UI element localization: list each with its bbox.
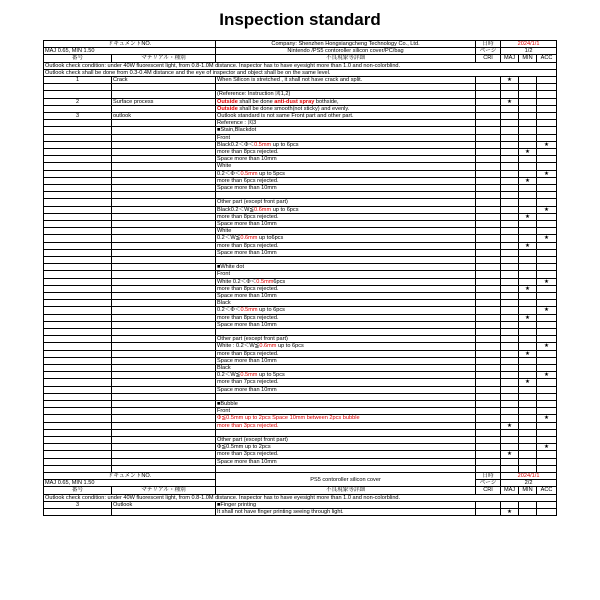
item-detail: Other part (except front part) [216, 437, 476, 444]
item-detail: Other part (except front part) [216, 199, 476, 206]
item-detail: Other part (except front part) [216, 336, 476, 343]
table-row [44, 350, 557, 357]
condition-row [44, 69, 557, 76]
item-detail: Black [216, 300, 476, 307]
item-detail: more than 7pcs rejected. [216, 379, 476, 386]
item-number: 2 [44, 98, 112, 105]
table-row [44, 206, 557, 213]
table-row [44, 113, 557, 120]
condition-text: Outlook check condition: under 40W fluorescent light, from 0.8-1.0M distance. Inspector has to have eyesight more than 1.0 and non-colorblind. [44, 494, 557, 501]
item-detail: more than 3pcs rejected. [216, 422, 476, 429]
table-row [44, 98, 557, 105]
detail-text: 0.2＜W≦ [217, 372, 241, 379]
col-acc: ACC [537, 55, 557, 62]
item-detail: Reference : 図3 [216, 120, 476, 127]
col-min: MIN [519, 487, 537, 494]
item-detail [216, 98, 476, 105]
table-row [44, 429, 557, 436]
detail-text: up to 6pcs [257, 307, 285, 314]
item-detail: Front [216, 134, 476, 141]
item-detail [216, 235, 476, 242]
table-row [44, 127, 557, 134]
col-acc: ACC [537, 487, 557, 494]
table-row [44, 249, 557, 256]
item-detail: more than 6pcs rejected. [216, 177, 476, 184]
item-detail: Space more than 10mm [216, 357, 476, 364]
min-star: ★ [519, 314, 537, 321]
table-row [44, 307, 557, 314]
doc-no-label: ドキュメントNO. [44, 41, 216, 48]
table-row [44, 213, 557, 220]
table-row [44, 199, 557, 206]
acc-star: ★ [537, 170, 557, 177]
table-row [44, 105, 557, 112]
detail-text: shall be done [237, 98, 275, 105]
table-row [44, 365, 557, 372]
item-number: 3 [44, 501, 112, 508]
table-row [44, 293, 557, 300]
red-text: anti-dust spray [274, 98, 315, 105]
header-row-1 [44, 473, 557, 480]
detail-text: White 0.2＜Φ＜ [217, 278, 257, 285]
table-row [44, 386, 557, 393]
page-label: ページ [476, 48, 501, 55]
maj-star: ★ [501, 422, 519, 429]
table-row [44, 314, 557, 321]
acc-star: ★ [537, 206, 557, 213]
table-row [44, 192, 557, 199]
min-star: ★ [519, 285, 537, 292]
col-no: 番号 [44, 487, 112, 494]
table-row [44, 134, 557, 141]
acc-star: ★ [537, 343, 557, 350]
col-cri: CRI [476, 487, 501, 494]
red-text: Outside [217, 105, 238, 112]
maj-star: ★ [501, 77, 519, 84]
table-row [44, 509, 557, 516]
date-label: 日時 [476, 41, 501, 48]
item-detail: ■Finger printing [216, 501, 476, 508]
detail-text: Black0.2＜Φ＜ [217, 141, 255, 148]
item-detail: more than 3pcs rejected. [216, 451, 476, 458]
table-row [44, 257, 557, 264]
acc-star: ★ [537, 415, 557, 422]
detail-text: up to 5pcs [257, 170, 285, 177]
col-maj: MAJ [501, 487, 519, 494]
detail-text: 0.2＜Φ＜ [217, 170, 241, 177]
col-no: 番号 [44, 55, 112, 62]
detail-text: up to 6pcs [271, 141, 299, 148]
item-detail: Space more than 10mm [216, 458, 476, 465]
acc-star: ★ [537, 235, 557, 242]
table-row [44, 336, 557, 343]
doc-no-label: ドキュメントNO. [44, 473, 216, 480]
condition-text: Outlook check shall be done from 0.3-0.4M distance and the eye of inspector and object shall be on the same level. [44, 69, 557, 76]
red-text: Outside [217, 98, 238, 105]
table-row [44, 329, 557, 336]
red-text: 0.5mm [256, 278, 274, 285]
item-material: Crack [112, 77, 216, 84]
page-title: Inspection standard [219, 10, 381, 29]
maj-star: ★ [501, 98, 519, 105]
item-detail: Front [216, 271, 476, 278]
item-detail [216, 343, 476, 350]
item-detail [216, 307, 476, 314]
condition-row [44, 62, 557, 69]
detail-text: 6pcs [273, 278, 286, 285]
item-detail: more than 8pcs rejected. [216, 213, 476, 220]
table-row [44, 242, 557, 249]
red-text: 0.5mm [254, 141, 272, 148]
header-row-2 [44, 48, 557, 55]
table-row [44, 228, 557, 235]
red-text: 0.5mm [240, 307, 258, 314]
table-row [44, 321, 557, 328]
condition-row [44, 494, 557, 501]
condition-text: Outlook check condition: under 40W fluorescent light, from 0.8-1.0M distance. Inspector has to have eyesight more than 1.0 and non-colorblind. [44, 62, 557, 69]
item-number: 3 [44, 113, 112, 120]
red-text: 0.6mm [240, 235, 258, 242]
table-row [44, 401, 557, 408]
detail-text: up to 6pcs [276, 343, 304, 350]
table-row [44, 170, 557, 177]
col-defect: 不良現象等詳細 [216, 55, 476, 62]
detail-text: White : 0.2＜W≦ [217, 343, 260, 350]
table-row [44, 91, 557, 98]
item-detail: ■White dot [216, 264, 476, 271]
detail-text: Black0.2＜W≦ [217, 206, 255, 213]
company-name: Company: Shenzhen Hongxiangcheng Technology Co., Ltd. [216, 41, 476, 48]
table-row [44, 177, 557, 184]
item-detail: Space more than 10mm [216, 221, 476, 228]
detail-text: up to6pcs [257, 235, 284, 242]
table-row [44, 235, 557, 242]
item-detail: White [216, 163, 476, 170]
table-row [44, 465, 557, 472]
min-star: ★ [519, 213, 537, 220]
table-row [44, 77, 557, 84]
item-detail: more than 8pcs rejected. [216, 242, 476, 249]
item-detail: more than 8pcs rejected. [216, 149, 476, 156]
item-detail: Outlook standard is not same Front part and other part. [216, 113, 476, 120]
item-detail: more than 8pcs rejected. [216, 350, 476, 357]
page-label: ページ [476, 480, 501, 487]
date-value: 2024/1/1 [501, 41, 557, 48]
col-material: マテリアル・種別 [112, 55, 216, 62]
item-detail: ■Stain,Blackdot [216, 127, 476, 134]
page-number: 2/2 [501, 480, 557, 487]
table-row [44, 422, 557, 429]
table-row [44, 271, 557, 278]
item-detail [216, 141, 476, 148]
table-row [44, 343, 557, 350]
product-name: Nintendo /PS5 contoroller silicon cover/PC/bag [216, 48, 476, 55]
table-row [44, 501, 557, 508]
col-defect: 不良現象等詳細 [216, 487, 476, 494]
item-detail [216, 170, 476, 177]
detail-text: up to 6pcs [271, 206, 299, 213]
item-detail: (Reference: Instruction 図1,2) [216, 91, 476, 98]
table-row [44, 300, 557, 307]
table-row [44, 221, 557, 228]
table-row [44, 437, 557, 444]
detail-text: 0.2＜W≦ [217, 235, 241, 242]
acc-star: ★ [537, 372, 557, 379]
table-row [44, 451, 557, 458]
table-row [44, 285, 557, 292]
table-row [44, 393, 557, 400]
item-detail: Space more than 10mm [216, 321, 476, 328]
item-detail: ■Bubble [216, 401, 476, 408]
item-detail: When Silicon is stretched , it shall not have crack and split. [216, 77, 476, 84]
item-material: Surface process [112, 98, 216, 105]
item-detail: Black [216, 365, 476, 372]
table-row [44, 444, 557, 451]
red-text: 0.6mm [259, 343, 277, 350]
item-detail: Φ≦0.5mm up to 2pcs Space 10mm between 2pcs bubble [216, 415, 476, 422]
red-text: 0.6mm [254, 206, 272, 213]
min-star: ★ [519, 242, 537, 249]
red-text: 0.5mm [240, 372, 258, 379]
detail-text: up to 5pcs [257, 372, 285, 379]
item-detail [216, 372, 476, 379]
item-detail: Space more than 10mm [216, 386, 476, 393]
item-detail: Space more than 10mm [216, 156, 476, 163]
inspection-table [43, 40, 557, 516]
red-text: 0.5mm [240, 170, 258, 177]
table-row [44, 264, 557, 271]
table-row [44, 458, 557, 465]
acc-star: ★ [537, 278, 557, 285]
table-row [44, 278, 557, 285]
table-row [44, 372, 557, 379]
col-material: マテリアル・種別 [112, 487, 216, 494]
table-row [44, 163, 557, 170]
date-value: 2024/1/1 [501, 473, 557, 480]
table-row [44, 156, 557, 163]
item-detail: Front [216, 408, 476, 415]
item-detail: Space more than 10mm [216, 293, 476, 300]
table-row [44, 357, 557, 364]
header-row-1 [44, 41, 557, 48]
table-row [44, 379, 557, 386]
item-detail [216, 278, 476, 285]
item-detail: Φ≦0.5mm up to 2pcs [216, 444, 476, 451]
min-star: ★ [519, 379, 537, 386]
table-row [44, 84, 557, 91]
col-cri: CRI [476, 55, 501, 62]
item-detail: more than 8pcs rejected. [216, 285, 476, 292]
item-detail: more than 8pcs rejected. [216, 314, 476, 321]
item-detail: Space more than 10mm [216, 249, 476, 256]
maj-star: ★ [501, 451, 519, 458]
item-material: Outlook [112, 501, 216, 508]
date-label: 日時 [476, 473, 501, 480]
min-star: ★ [519, 177, 537, 184]
table-row [44, 149, 557, 156]
col-maj: MAJ [501, 55, 519, 62]
item-material: outlook [112, 113, 216, 120]
maj-min-value: MAJ 0.65, MIN 1.50 [44, 480, 216, 487]
product-name: PS5 contoroller silicon cover [216, 473, 476, 487]
item-detail: It shall not have finger printing seeing through light. [216, 509, 476, 516]
column-header-row [44, 55, 557, 62]
col-min: MIN [519, 55, 537, 62]
acc-star: ★ [537, 141, 557, 148]
table-row [44, 185, 557, 192]
column-header-row [44, 487, 557, 494]
table-row [44, 408, 557, 415]
item-detail [216, 105, 476, 112]
item-detail: White [216, 228, 476, 235]
acc-star: ★ [537, 307, 557, 314]
table-row [44, 120, 557, 127]
maj-min-value: MAJ 0.65, MIN 1.50 [44, 48, 216, 55]
table-row [44, 415, 557, 422]
detail-text: shall be done smooth(not sticky) and evenly. [237, 105, 350, 112]
acc-star: ★ [537, 444, 557, 451]
item-detail: Space more than 10mm [216, 185, 476, 192]
maj-star: ★ [501, 509, 519, 516]
item-detail [216, 206, 476, 213]
table-row [44, 141, 557, 148]
item-number: 1 [44, 77, 112, 84]
page-number: 1/2 [501, 48, 557, 55]
detail-text: bothside, [314, 98, 339, 105]
min-star: ★ [519, 350, 537, 357]
detail-text: 0.2＜Φ＜ [217, 307, 241, 314]
min-star: ★ [519, 149, 537, 156]
